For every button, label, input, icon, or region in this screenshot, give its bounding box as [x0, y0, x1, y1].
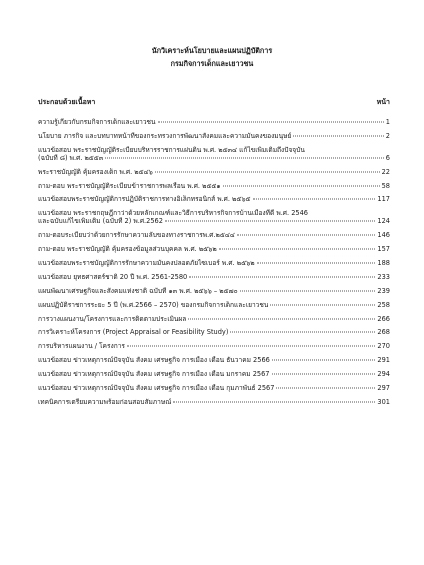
- toc-entry-title: การบริหารแผนงาน / โครงการ: [38, 342, 125, 351]
- toc-leader-dots: [173, 401, 375, 402]
- toc-entry: [38, 356, 390, 364]
- toc-entry-page: 297: [377, 384, 390, 393]
- toc-entry-page: 6: [385, 153, 390, 162]
- toc-leader-dots: [230, 332, 375, 333]
- toc-entry-page: 301: [377, 397, 390, 406]
- toc-entry-title: แนวข้อสอบพระราชบัญญัติการปฏิบัติราชการทางอิเล็กทรอนิกส์ พ.ศ. ๒๕๖๕: [38, 195, 251, 204]
- toc-entry-page: 266: [377, 314, 390, 323]
- toc-entry-page: 58: [381, 181, 390, 190]
- toc-leader-dots: [270, 304, 375, 305]
- table-of-contents: [38, 118, 390, 412]
- toc-entry: [38, 287, 390, 295]
- toc-leader-dots: [293, 135, 383, 136]
- toc-leader-dots: [272, 360, 376, 361]
- toc-entry-page: 258: [377, 300, 390, 309]
- toc-entry: [38, 168, 390, 176]
- toc-page-heading: หน้า: [376, 98, 390, 106]
- toc-entry-title: แผนปฏิบัติราชการระยะ 5 ปี (พ.ศ.2566 – 2570) ของกรมกิจการเด็กและเยาวชน: [38, 300, 269, 309]
- toc-leader-dots: [223, 185, 380, 186]
- toc-leader-dots: [105, 157, 384, 158]
- toc-entry-page: 239: [377, 286, 390, 295]
- toc-leader-dots: [127, 346, 375, 347]
- toc-entry: [38, 245, 390, 253]
- toc-entry: [38, 370, 390, 378]
- header-subtitle: กรมกิจการเด็กและเยาวชน: [170, 59, 254, 68]
- toc-entry-title: แนวข้อสอบพระราชบัญญัติการรักษาความมั่นคงปลอดภัยไซเบอร์ พ.ศ. ๒๕๖๒: [38, 259, 255, 268]
- toc-entry-page: 157: [377, 245, 390, 254]
- toc-entry-title: และฉบับแก้ไขเพิ่มเติม (ฉบับที่ 2) พ.ศ.2562: [38, 217, 163, 226]
- toc-leader-dots: [240, 290, 376, 291]
- toc-entry: [38, 384, 390, 392]
- toc-entry-page: 1: [385, 118, 390, 126]
- toc-entry: [38, 301, 390, 309]
- toc-entry-title: พระราชบัญญัติ คุ้มครองเด็ก พ.ศ. ๒๕๔๖: [38, 167, 153, 176]
- toc-entry: [38, 342, 390, 350]
- toc-entry-page: 117: [377, 195, 390, 204]
- toc-entry-page: 124: [377, 217, 390, 226]
- toc-leader-dots: [272, 374, 376, 375]
- toc-entry-page: 270: [377, 342, 390, 351]
- toc-leader-dots: [253, 199, 376, 200]
- toc-entry-title: ถาม-ตอบระเบียบว่าด้วยการรักษาความลับของทางราชการพ.ศ.๒๕๔๔: [38, 231, 235, 240]
- toc-leader-dots: [165, 221, 375, 222]
- toc-leader-dots: [276, 388, 375, 389]
- toc-entry-title-line1: แนวข้อสอบ พระราชกฤษฎีกาว่าด้วยหลักเกณฑ์และวิธีการบริหารกิจการบ้านเมืองที่ดี พ.ศ. 2546: [38, 209, 308, 218]
- page-header: [0, 44, 424, 70]
- toc-entry: [38, 259, 390, 267]
- toc-entry: [38, 182, 390, 190]
- toc-entry: [38, 231, 390, 239]
- toc-entry-page: 2: [385, 131, 390, 140]
- toc-entry-title: แผนพัฒนาเศรษฐกิจและสังคมแห่งชาติ ฉบับที่ ๑๓ พ.ศ. ๒๕๖๖ – ๒๕๗๐: [38, 286, 238, 295]
- toc-entry-title: ถาม-ตอบ พระราชบัญญัติระเบียบข้าราชการพลเรือน พ.ศ. ๒๕๕๑: [38, 181, 221, 190]
- toc-leader-dots: [189, 276, 375, 277]
- toc-entry-title: ถาม-ตอบ พระราชบัญญัติ คุ้มครองข้อมูลส่วนบุคคล พ.ศ. ๒๕๖๒: [38, 245, 217, 254]
- toc-entry: [38, 273, 390, 281]
- toc-leader-dots: [188, 318, 375, 319]
- toc-entry-title: แนวข้อสอบ ข่าวเหตุการณ์ปัจจุบัน สังคม เศรษฐกิจ การเมือง เดือน มกราคม 2567: [38, 370, 270, 379]
- toc-entry: [38, 118, 390, 126]
- toc-entry: [38, 315, 390, 323]
- toc-entry-page: 268: [377, 328, 390, 337]
- toc-entry-title: ความรู้เกี่ยวกับกรมกิจการเด็กและเยาวชน: [38, 118, 156, 126]
- toc-entry-title: แนวข้อสอบ ข่าวเหตุการณ์ปัจจุบัน สังคม เศรษฐกิจ การเมือง เดือน กุมภาพันธ์ 2567: [38, 384, 275, 393]
- toc-entry: [38, 132, 390, 140]
- toc-entry-title: แนวข้อสอบ ข่าวเหตุการณ์ปัจจุบัน สังคม เศรษฐกิจ การเมือง เดือน ธันวาคม 2566: [38, 356, 270, 365]
- toc-entry: [38, 146, 390, 162]
- toc-entry-title: เทคนิคการเตรียมความพร้อมก่อนสอบสัมภาษณ์: [38, 397, 172, 406]
- toc-entry-title: นโยบาย ภารกิจ และบทบาทหน้าที่ของกระทรวงการพัฒนาสังคมและความมั่นคงของมนุษย์: [38, 131, 292, 140]
- toc-leader-dots: [158, 122, 384, 123]
- toc-entry: [38, 328, 390, 336]
- toc-entry-page: 146: [377, 231, 390, 240]
- header-title: นักวิเคราะห์นโยบายและแผนปฏิบัติการ: [151, 46, 273, 55]
- toc-entry-page: 294: [377, 370, 390, 379]
- toc-entry-title: การวิเคราะห์โครงการ (Project Appraisal or Feasibility Study): [38, 328, 229, 337]
- toc-entry-page: 233: [377, 272, 390, 281]
- toc-entry-title: การวางแผนงาน/โครงการและการติดตามประเมินผล: [38, 314, 187, 323]
- toc-entry-page: 291: [377, 356, 390, 365]
- toc-leader-dots: [219, 249, 376, 250]
- toc-entry-page: 188: [377, 259, 390, 268]
- toc-entry-title-line1: แนวข้อสอบ พระราชบัญญัติระเบียบบริหารราชการแผ่นดิน พ.ศ. ๒๕๓๔ แก้ไขเพิ่มเติมถึงปัจจุบัน: [38, 145, 305, 154]
- toc-leader-dots: [257, 263, 376, 264]
- toc-entry: [38, 209, 390, 225]
- toc-entry-page: 22: [381, 167, 390, 176]
- toc-leader-dots: [155, 171, 380, 172]
- toc-entry-title: (ฉบับที่ ๘) พ.ศ. ๒๕๕๓: [38, 153, 104, 162]
- toc-entry: [38, 398, 390, 406]
- toc-entry-title: แนวข้อสอบ ยุทธศาสตร์ชาติ 20 ปี พ.ศ. 2561-2580: [38, 272, 188, 281]
- toc-heading: [38, 97, 390, 108]
- toc-leader-dots: [237, 235, 376, 236]
- toc-entry: [38, 195, 390, 203]
- toc-heading-label: ประกอบด้วยเนื้อหา: [38, 98, 96, 106]
